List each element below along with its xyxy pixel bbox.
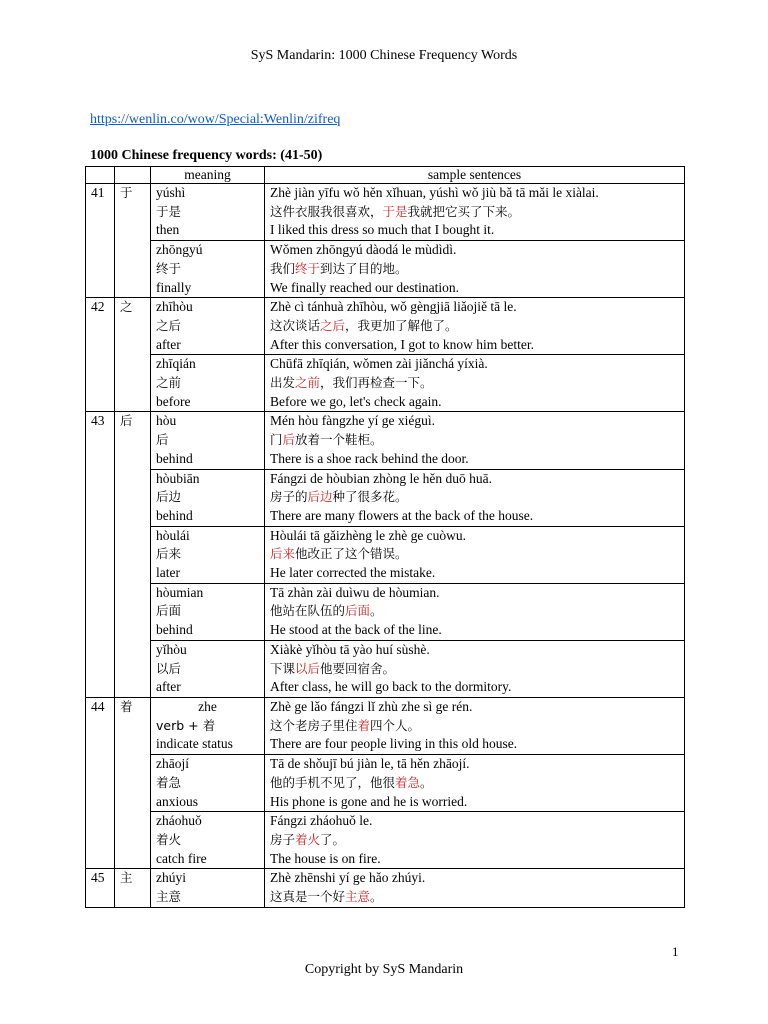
sample-chinese-post: 到达了目的地。	[320, 260, 408, 276]
sample-chinese-post: 我就把它买了下来。	[407, 203, 521, 219]
sample-chinese-highlight: 以后	[295, 660, 321, 676]
sample-chinese	[270, 488, 679, 507]
meaning-cell	[151, 526, 265, 583]
sample-english: We finally reached our destination.	[270, 279, 459, 295]
sample-chinese-highlight: 之后	[320, 317, 346, 333]
word-meaning: after	[156, 679, 181, 695]
word-character: 之	[115, 298, 151, 412]
sample-chinese-highlight: 着急	[395, 774, 421, 790]
meaning-cell	[151, 869, 265, 907]
sample-pinyin: Hòulái tā gǎizhèng le zhè ge cuòwu.	[270, 527, 467, 543]
word-hanzi: 之后	[156, 317, 182, 333]
word-hanzi: 着火	[156, 831, 182, 847]
word-hanzi: 主意	[156, 889, 182, 905]
word-meaning: after	[156, 336, 181, 352]
word-hanzi: 着急	[156, 774, 182, 790]
page-footer: Copyright by SyS Mandarin	[304, 962, 464, 977]
word-number: 41	[86, 184, 115, 298]
word-pinyin: hòulái	[156, 527, 190, 543]
sample-english: He stood at the back of the line.	[270, 622, 442, 638]
word-pinyin: zháohuǒ	[156, 813, 202, 829]
sample-english: After class, he will go back to the dormitory.	[270, 679, 512, 695]
sample-english: His phone is gone and he is worried.	[270, 793, 468, 809]
word-pinyin: zhōngyú	[156, 242, 203, 258]
word-meaning: behind	[156, 622, 193, 638]
word-pinyin: zhúyi	[156, 870, 186, 886]
sample-chinese	[270, 660, 679, 679]
sample-chinese	[270, 374, 679, 393]
sample-cell	[265, 640, 685, 697]
word-meaning: anxious	[156, 793, 198, 809]
table-row	[86, 355, 685, 412]
sample-chinese	[270, 545, 679, 564]
sample-english: There are four people living in this old house.	[270, 736, 518, 752]
sample-cell	[265, 241, 685, 298]
sample-pinyin: Fángzi zháohuǒ le.	[270, 813, 373, 829]
word-meaning: before	[156, 393, 191, 409]
table-row	[86, 755, 685, 812]
meaning-cell	[151, 355, 265, 412]
word-hanzi: 之前	[156, 375, 182, 391]
sample-cell	[265, 412, 685, 469]
word-character: 主	[115, 869, 151, 907]
sample-english: I liked this dress so much that I bought it.	[270, 222, 495, 238]
word-pinyin: zhāojí	[156, 756, 189, 772]
sample-cell	[265, 755, 685, 812]
sample-pinyin: Mén hòu fàngzhe yí ge xiéguì.	[270, 413, 435, 429]
sample-chinese-highlight: 后	[282, 432, 296, 448]
sample-chinese-pre: 门	[270, 432, 283, 448]
sample-chinese-highlight: 之前	[295, 375, 321, 391]
sample-chinese	[270, 317, 679, 336]
sample-pinyin: Zhè jiàn yīfu wǒ hěn xǐhuan, yúshì wǒ jiù bǎ tā mǎi le xiàlai.	[270, 185, 599, 200]
sample-chinese-post: 放着一个鞋柜。	[295, 432, 383, 448]
sample-pinyin: Chūfā zhīqián, wǒmen zài jiǎnchá yíxià.	[270, 356, 488, 372]
word-hanzi: verb + 着	[156, 717, 216, 733]
meaning-cell	[151, 755, 265, 812]
sample-chinese-pre: 他站在队伍的	[270, 603, 346, 619]
sample-english: There is a shoe rack behind the door.	[270, 450, 469, 466]
header-samples: sample sentences	[265, 167, 685, 184]
sample-english: After this conversation, I got to know him better.	[270, 336, 534, 352]
sample-chinese-post: 。	[370, 889, 383, 905]
sample-cell	[265, 355, 685, 412]
sample-pinyin: Wǒmen zhōngyú dàodá le mùdìdì.	[270, 242, 457, 258]
word-number: 43	[86, 412, 115, 698]
sample-cell	[265, 469, 685, 526]
sample-pinyin: Tā zhàn zài duìwu de hòumian.	[270, 584, 440, 600]
sample-pinyin: Fángzi de hòubian zhòng le hěn duō huā.	[270, 470, 492, 486]
sample-cell	[265, 869, 685, 907]
word-hanzi: 于是	[156, 203, 182, 219]
sample-chinese-post: 。	[420, 774, 433, 790]
sample-chinese-post: 种了很多花。	[332, 489, 408, 505]
word-pinyin: zhīhòu	[156, 299, 193, 315]
sample-chinese-highlight: 着火	[295, 831, 321, 847]
word-pinyin: zhīqián	[156, 356, 196, 372]
word-character: 着	[115, 697, 151, 868]
sample-chinese-pre: 这件衣服我很喜欢，	[270, 203, 383, 219]
meaning-cell	[151, 583, 265, 640]
sample-pinyin: Xiàkè yǐhòu tā yào huí sùshè.	[270, 641, 430, 657]
sample-cell	[265, 184, 685, 241]
meaning-cell	[151, 469, 265, 526]
sample-chinese-pre: 我们	[270, 260, 296, 276]
sample-pinyin: Zhè zhēnshi yí ge hǎo zhúyi.	[270, 870, 426, 886]
word-pinyin: yǐhòu	[156, 641, 187, 657]
sample-chinese	[270, 717, 679, 736]
word-meaning: catch fire	[156, 850, 207, 866]
sample-english: Before we go, let's check again.	[270, 393, 442, 409]
sample-chinese-pre: 这真是一个好	[270, 889, 346, 905]
word-hanzi: 后来	[156, 546, 182, 562]
table-row	[86, 469, 685, 526]
sample-chinese	[270, 888, 679, 907]
table-row	[86, 298, 685, 355]
meaning-cell	[151, 184, 265, 241]
table-row	[86, 697, 685, 754]
sample-cell	[265, 298, 685, 355]
table-row	[86, 241, 685, 298]
sample-chinese	[270, 774, 679, 793]
word-pinyin: hòumian	[156, 584, 204, 600]
sample-cell	[265, 526, 685, 583]
frequency-words-table	[85, 166, 685, 908]
sample-chinese-post: 。	[370, 603, 383, 619]
word-pinyin: zhe	[198, 698, 217, 714]
sample-cell	[265, 583, 685, 640]
sample-chinese	[270, 203, 679, 222]
sample-chinese-pre: 这次谈话	[270, 317, 321, 333]
table-row	[86, 583, 685, 640]
sample-chinese-highlight: 后面	[345, 603, 371, 619]
table-row	[86, 184, 685, 241]
page-header: SyS Mandarin: 1000 Chinese Frequency Words	[250, 48, 518, 63]
sample-pinyin: Zhè cì tánhuà zhīhòu, wǒ gèngjiā liǎojiě tā le.	[270, 299, 517, 315]
meaning-cell	[151, 412, 265, 469]
word-character: 后	[115, 412, 151, 698]
meaning-cell	[151, 298, 265, 355]
section-title: 1000 Chinese frequency words: (41-50)	[90, 148, 323, 163]
sample-pinyin: Tā de shǒujī bú jiàn le, tā hěn zhāojí.	[270, 756, 470, 772]
sample-pinyin: Zhè ge lǎo fángzi lǐ zhù zhe sì ge rén.	[270, 698, 473, 714]
word-number: 45	[86, 869, 115, 907]
sample-chinese-pre: 这个老房子里住	[270, 717, 358, 733]
word-meaning: finally	[156, 279, 192, 295]
sample-chinese-pre: 出发	[270, 375, 296, 391]
word-hanzi: 终于	[156, 260, 182, 276]
sample-chinese-highlight: 后边	[307, 489, 333, 505]
word-pinyin: yúshì	[156, 185, 186, 200]
sample-chinese-post: ，我们再检查一下。	[320, 375, 433, 391]
sample-chinese-highlight: 终于	[295, 260, 321, 276]
sample-english: He later corrected the mistake.	[270, 565, 436, 581]
meaning-cell	[151, 697, 265, 754]
sample-chinese	[270, 831, 679, 850]
table-header-row	[86, 167, 685, 184]
header-meaning: meaning	[151, 167, 265, 184]
word-hanzi: 后	[156, 432, 169, 448]
sample-chinese-post: 他要回宿舍。	[320, 660, 396, 676]
word-meaning: indicate status	[156, 736, 233, 752]
sample-chinese-highlight: 后来	[270, 546, 296, 562]
table-row	[86, 869, 685, 907]
word-pinyin: hòu	[156, 413, 177, 429]
word-meaning: then	[156, 222, 180, 238]
word-hanzi: 以后	[156, 660, 182, 676]
word-number: 42	[86, 298, 115, 412]
sample-chinese-highlight: 于是	[382, 203, 408, 219]
table-row	[86, 640, 685, 697]
sample-chinese-pre: 他的手机不见了，他很	[270, 774, 396, 790]
word-meaning: behind	[156, 507, 193, 523]
sample-chinese-post: 他改正了这个错误。	[295, 546, 408, 562]
sample-chinese-highlight: 主意	[345, 889, 371, 905]
header-character	[115, 167, 151, 184]
table-row	[86, 812, 685, 869]
table-row	[86, 526, 685, 583]
header-number	[86, 167, 115, 184]
sample-chinese	[270, 431, 679, 450]
word-character: 于	[115, 184, 151, 298]
sample-chinese-post: 了。	[320, 831, 346, 847]
meaning-cell	[151, 241, 265, 298]
word-number: 44	[86, 697, 115, 868]
source-link[interactable]: https://wenlin.co/wow/Special:Wenlin/zifreq	[90, 112, 341, 127]
sample-chinese-post: ，我更加了解他了。	[345, 317, 458, 333]
table-row	[86, 412, 685, 469]
sample-chinese-pre: 下课	[270, 660, 296, 676]
word-hanzi: 后面	[156, 603, 182, 619]
sample-english: There are many flowers at the back of the house.	[270, 507, 534, 523]
word-meaning: later	[156, 565, 180, 581]
page-number: 1	[672, 944, 679, 959]
meaning-cell	[151, 640, 265, 697]
sample-chinese-pre: 房子	[270, 831, 296, 847]
sample-cell	[265, 697, 685, 754]
sample-chinese-pre: 房子的	[270, 489, 308, 505]
meaning-cell	[151, 812, 265, 869]
sample-chinese	[270, 602, 679, 621]
word-hanzi: 后边	[156, 489, 182, 505]
sample-chinese-post: 四个人。	[370, 717, 421, 733]
sample-cell	[265, 812, 685, 869]
sample-chinese	[270, 260, 679, 279]
sample-chinese-highlight: 着	[357, 717, 371, 733]
word-pinyin: hòubiān	[156, 470, 200, 486]
word-meaning: behind	[156, 450, 193, 466]
sample-english: The house is on fire.	[270, 850, 381, 866]
